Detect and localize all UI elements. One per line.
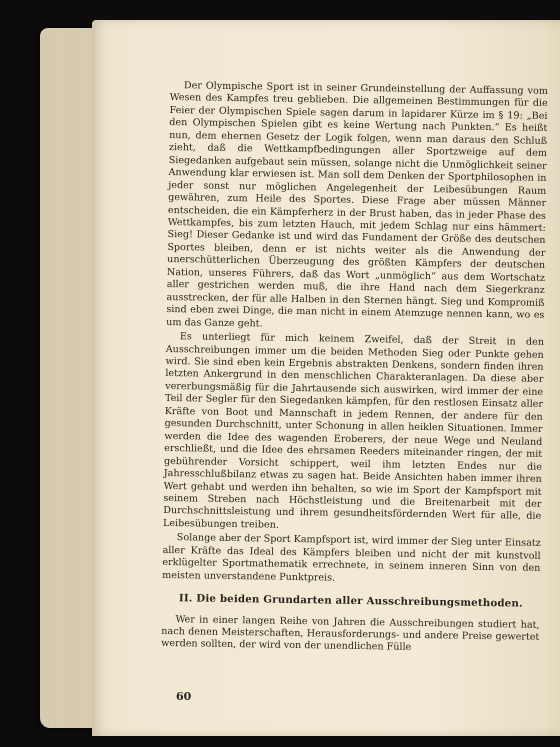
paragraph-1: Der Olympische Sport ist in seiner Grundeinstellung der Auffassung vom Wesen des Kampfes treu geblieben. Die allgemeinen Bestimmungen für die Feier der Olympischen Spiele sagen darum in lapidarer Kürze im § 19: „Bei den Olympischen Spielen gibt es keine Wertung nach Punkten.“ Es heißt nun, dem ehernen Gesetz der Logik folgen, wenn man daraus den Schluß zieht, daß die Wettkampfbedingungen aller Sportzweige auf dem Siegedanken aufgebaut sein müssen, solange nicht die Unmöglichkeit seiner Anwendung klar erwiesen ist. Man soll dem Denken der Sportphilosophen in jeder sonst nur möglichen Angelegenheit der Leibesübungen Raum gewähren, zum Heile des Sportes. Diese Frage aber müssen Männer entscheiden, die ein Kämpferherz in der Brust haben, das in jeder Phase des Wettkampfes, bis zum letzten Hauch, mit jedem Schlag nur eins hämmert: Sieg! Dieser Gedanke ist und wird das Fundament der Größe des deutschen Sportes bleiben, denn er ist nichts weiter als die Anwendung der unerschütterlichen Überzeugung des größten Kämpfers der deutschen Nation, unseres Führers, daß das Wort „unmöglich“ aus dem Wortschatz aller gestrichen werden muß, die ihre Hand nach dem Siegerkranz ausstrecken, der für alle Halben in den Sternen hängt. Sieg und Kompromiß sind eben zwei Dinge, die man nicht in einem Atemzuge nennen kann, wo es um das Ganze geht. — [166, 80, 548, 330]
paragraph-3: Solange aber der Sport Kampfsport ist, wird immer der Sieg unter Einsatz aller Kräfte das Ideal des Kämpfers bleiben und nicht der mit kunstvoll erklügelter Sportmathematik errechnete, in seinem inneren Sinn von den meisten unverstandene Punktpreis. — [162, 532, 541, 584]
page-text — [161, 80, 548, 659]
section-heading: II. Die beiden Grundarten aller Ausschreibungsmethoden. — [178, 592, 523, 610]
page-number: 60 — [176, 690, 192, 703]
page-edges — [40, 28, 96, 728]
paragraph-2: Es unterliegt für mich keinem Zweifel, daß der Streit in den Ausschreibungen immer um die beiden Methoden Sieg oder Punkte gehen wird. Sie sind eben kein Ergebnis abstrakten Denkens, sondern finden ihren letzten Ankergrund in den menschlichen Charakteranlagen. Da diese aber vererbungsmäßig für die Jahrtausende sich auswirken, wird immer der eine Teil der Segler für den Siegedanken kämpfen, für den restlosen Einsatz aller Kräfte von Boot und Mannschaft in jedem Rennen, der andere für den gesunden Durchschnitt, unter Schonung in allen heiklen Situationen. Immer werden die Idee des wagenden Eroberers, der neue Wege und Neuland erschließt, und die Idee des ehrsamen Reeders miteinander ringen, der mit gebührender Vorsicht schippert, weil ihm letzten Endes nur die Jahresschlußbilanz etwas zu sagen hat. Beide Ansichten haben immer ihren Wert gehabt und werden ihn behalten, so wie im Sport der Kampfsport mit seinem Streben nach Höchstleistung und die Breitenarbeit mit der Durchschnittsleistung und ihrem gesundheitsfördernden Wert für alle, die Leibesübungen treiben. — [162, 331, 545, 531]
paragraph-4: Wer in einer langen Reihe von Jahren die Ausschreibungen studiert hat, nach denen Meisterschaften, Herausforderungs- und andere Preise gewertet werden sollten, der wird von der unendlichen Fülle — [161, 613, 540, 654]
